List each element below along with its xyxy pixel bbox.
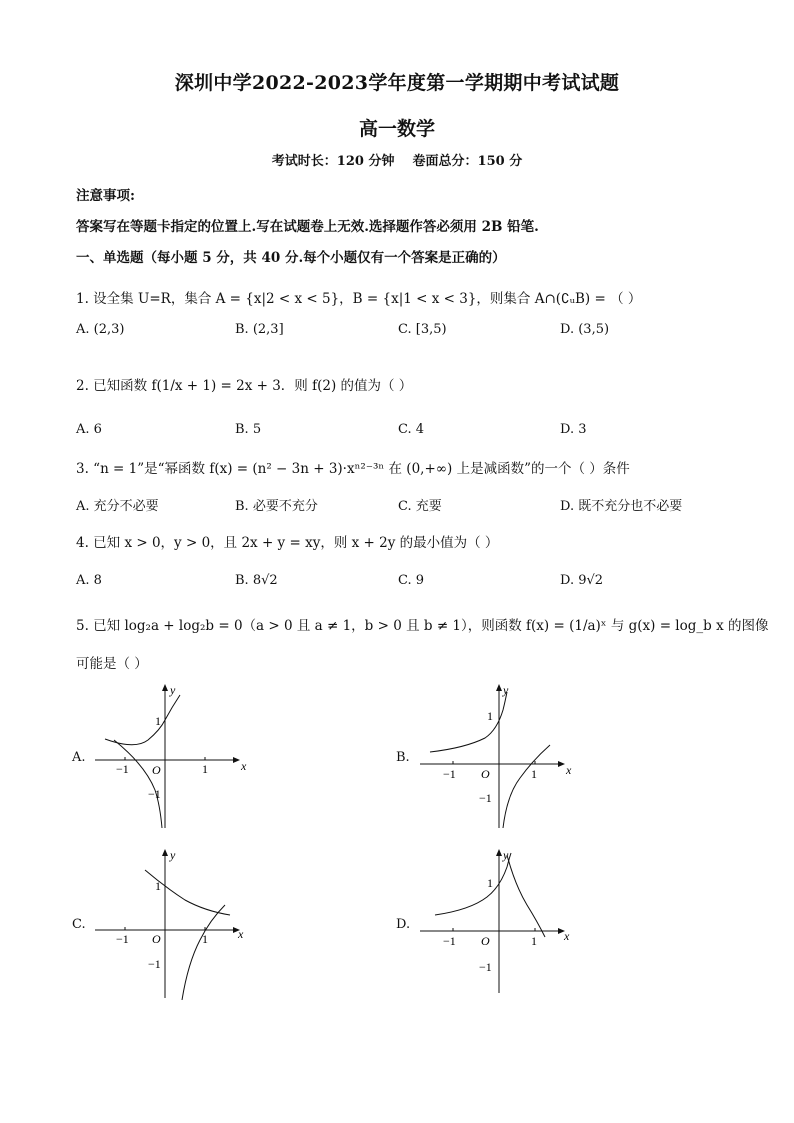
graph-c-origin: O (152, 932, 161, 946)
question-1-option-b: B. (2,3] (235, 322, 284, 337)
graph-c-tick-1: 1 (202, 932, 208, 946)
graph-b-label: B. (396, 750, 410, 765)
graph-d-ytick-1: 1 (487, 876, 493, 890)
question-1-option-a: A. (2,3) (76, 322, 125, 337)
graph-b-origin: O (481, 767, 490, 781)
graph-a-y-label: y (170, 683, 176, 697)
graph-a (90, 680, 250, 830)
question-5-stem: 5. 已知 log₂a + log₂b = 0（a > 0 且 a ≠ 1，b > 0 且 b ≠ 1），则函数 f(x) = (1/a)ˣ 与 g(x) = log_b x 的图像 (76, 618, 769, 634)
question-3-stem: 3. “n = 1”是“幂函数 f(x) = (n² − 3n + 3)·xⁿ²⁻³ⁿ 在 (0,+∞) 上是减函数”的一个（ ）条件 (76, 461, 630, 477)
question-4-option-c: C. 9 (398, 573, 425, 588)
question-5-stem-cont: 可能是（ ） (76, 656, 148, 672)
question-2-option-b: B. 5 (235, 422, 262, 437)
graph-c (90, 845, 250, 1000)
graph-b-ytick-1: 1 (487, 709, 493, 723)
graph-b (415, 680, 575, 830)
question-3-option-b: B. 必要不充分 (235, 499, 318, 514)
graph-c-ytick-neg1: −1 (148, 957, 161, 971)
graph-d-origin: O (481, 934, 490, 948)
question-3-option-c: C. 充要 (398, 499, 442, 514)
question-2-option-a: A. 6 (76, 422, 102, 437)
graph-a-origin: O (152, 763, 161, 777)
graph-a-x-label: x (241, 759, 247, 773)
question-1-option-d: D. (3,5) (560, 322, 610, 337)
graph-a-tick-1: 1 (202, 762, 208, 776)
section-heading: 一、单选题（每小题 5 分，共 40 分.每个小题仅有一个答案是正确的） (76, 250, 506, 266)
question-1-option-c: C. [3,5) (398, 322, 447, 337)
question-1-stem: 1. 设全集 U=R，集合 A = {x|2 < x < 5}，B = {x|1 < x < 3}，则集合 A∩(∁ᵤB) = （ ） (76, 291, 642, 307)
subject-title: 高一数学 (358, 118, 435, 140)
graph-b-tick-neg1: −1 (443, 767, 456, 781)
graph-c-ytick-1: 1 (155, 879, 161, 893)
graph-b-x-label: x (566, 763, 572, 777)
graph-b-ytick-neg1: −1 (479, 791, 492, 805)
graph-d-label: D. (396, 917, 411, 932)
notes-heading: 注意事项: (76, 188, 135, 204)
graph-d-tick-1: 1 (531, 934, 537, 948)
graph-b-y-label: y (503, 683, 509, 697)
graph-c-x-label: x (238, 927, 244, 941)
graph-d-y-label: y (503, 848, 509, 862)
question-4-stem: 4. 已知 x > 0，y > 0，且 2x + y = xy，则 x + 2y 的最小值为（ ） (76, 535, 499, 551)
question-3-option-a: A. 充分不必要 (76, 499, 159, 514)
question-3-option-d: D. 既不充分也不必要 (560, 499, 683, 514)
question-4-option-d: D. 9√2 (560, 573, 604, 588)
question-4-option-b: B. 8√2 (235, 573, 278, 588)
exam-info: 考试时长：120 分钟 卷面总分：150 分 (271, 154, 523, 169)
question-2-option-d: D. 3 (560, 422, 587, 437)
question-2-option-c: C. 4 (398, 422, 425, 437)
graph-b-tick-1: 1 (531, 767, 537, 781)
question-2-stem: 2. 已知函数 f(1/x + 1) = 2x + 3．则 f(2) 的值为（ ） (76, 378, 413, 394)
exam-title: 深圳中学2022-2023学年度第一学期期中考试试题 (174, 72, 620, 94)
graph-d-x-label: x (564, 929, 570, 943)
graph-d-ytick-neg1: −1 (479, 960, 492, 974)
graph-c-label: C. (72, 917, 86, 932)
graph-d-tick-neg1: −1 (443, 934, 456, 948)
graph-a-ytick-neg1: −1 (148, 787, 161, 801)
graph-a-ytick-1: 1 (155, 714, 161, 728)
question-4-option-a: A. 8 (76, 573, 102, 588)
graph-a-label: A. (72, 750, 86, 765)
graph-c-y-label: y (170, 848, 176, 862)
notes-text: 答案写在等题卡指定的位置上.写在试题卷上无效.选择题作答必须用 2B 铅笔. (76, 219, 539, 235)
graph-a-tick-neg1: −1 (116, 762, 129, 776)
graph-c-tick-neg1: −1 (116, 932, 129, 946)
graph-d (415, 845, 575, 995)
